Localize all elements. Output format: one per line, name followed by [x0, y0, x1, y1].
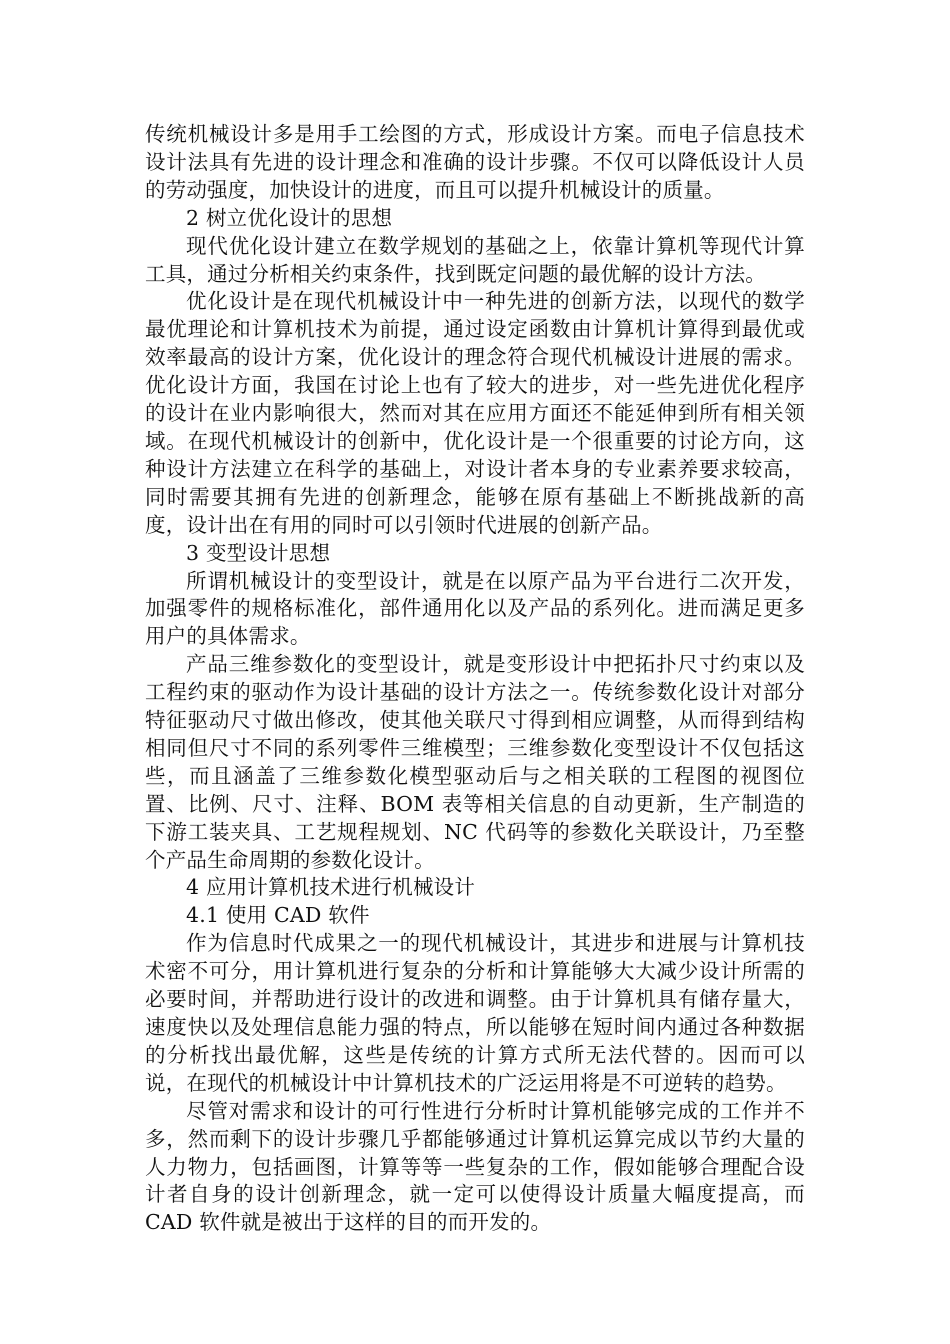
paragraph: 尽管对需求和设计的可行性进行分析时计算机能够完成的工作并不多，然而剩下的设计步骤几乎都能够通过计算机运算完成以节约大量的人力物力，包括画图，计算等等一些复杂的工作，假如能够合理配合设计者自身的设计创新理念，就一定可以使得设计质量大幅度提高，而 CAD 软件就是被出于这样的目的而开发的。: [145, 1098, 805, 1235]
document-body: [145, 121, 805, 1237]
section-heading-4: 4 应用计算机技术进行机械设计: [186, 875, 476, 900]
section-heading-2: 2 树立优化设计的思想: [186, 205, 393, 230]
section-heading-3: 3 变型设计思想: [186, 540, 331, 565]
paragraph: 现代优化设计建立在数学规划的基础之上，依靠计算机等现代计算工具，通过分析相关约束条件，找到既定问题的最优解的设计方法。: [145, 233, 805, 286]
paragraph: 所谓机械设计的变型设计，就是在以原产品为平台进行二次开发，加强零件的规格标准化，部件通用化以及产品的系列化。进而满足更多用户的具体需求。: [145, 568, 805, 649]
subsection-heading-4-1: 4.1 使用 CAD 软件: [186, 903, 370, 928]
paragraph-intro: 传统机械设计多是用手工绘图的方式，形成设计方案。而电子信息技术设计法具有先进的设计理念和准确的设计步骤。不仅可以降低设计人员的劳动强度，加快设计的进度，而且可以提升机械设计的质量。: [145, 122, 805, 202]
paragraph: 产品三维参数化的变型设计，就是变形设计中把拓扑尺寸约束以及工程约束的驱动作为设计基础的设计方法之一。传统参数化设计对部分特征驱动尺寸做出修改，使其他关联尺寸得到相应调整，从而得到结构相同但尺寸不同的系列零件三维模型；三维参数化变型设计不仅包括这些，而且涵盖了三维参数化模型驱动后与之相关联的工程图的视图位置、比例、尺寸、注释、BOM 表等相关信息的自动更新，生产制造的下游工装夹具、工艺规程规划、NC 代码等的参数化关联设计，乃至整个产品生命周期的参数化设计。: [145, 652, 805, 872]
paragraph: 优化设计是在现代机械设计中一种先进的创新方法，以现代的数学最优理论和计算机技术为前提，通过设定函数由计算机计算得到最优或效率最高的设计方案，优化设计的理念符合现代机械设计进展的需求。优化设计方面，我国在讨论上也有了较大的进步，对一些先进优化程序的设计在业内影响很大，然而对其在应用方面还不能延伸到所有相关领域。在现代机械设计的创新中，优化设计是一个很重要的讨论方向，这种设计方法建立在科学的基础上，对设计者本身的专业素养要求较高，同时需要其拥有先进的创新理念，能够在原有基础上不断挑战新的高度，设计出在有用的同时可以引领时代进展的创新产品。: [145, 289, 805, 537]
paragraph: 作为信息时代成果之一的现代机械设计，其进步和进展与计算机技术密不可分，用计算机进行复杂的分析和计算能够大大减少设计所需的必要时间，并帮助进行设计的改进和调整。由于计算机具有储存量大，速度快以及处理信息能力强的特点，所以能够在短时间内通过各种数据的分析找出最优解，这些是传统的计算方式所无法代替的。因而可以说，在现代的机械设计中计算机技术的广泛运用将是不可逆转的趋势。: [145, 931, 805, 1095]
